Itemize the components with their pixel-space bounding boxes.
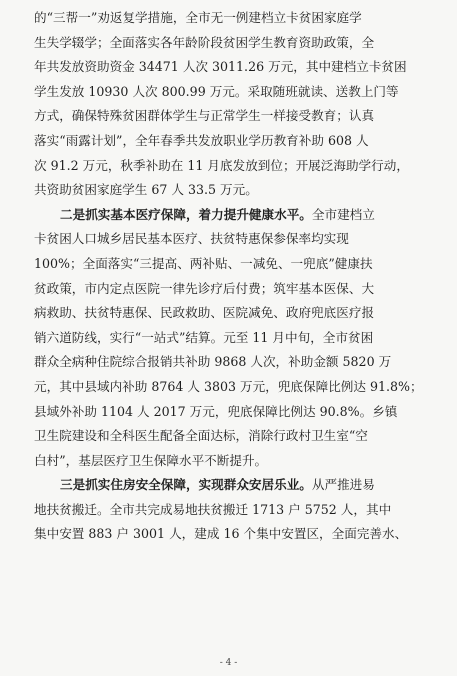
text-line: 病救助、扶贫特惠保、民政救助、医院减免、政府兜底医疗报 <box>34 305 375 321</box>
paragraph-medical <box>34 203 433 474</box>
text-line: 销六道防线，实行“一站式”结算。元至 11 月中旬，全市贫困 <box>34 329 374 345</box>
text-line: 年共发放资助资金 34471 人次 3011.26 万元，其中建档立卡贫困 <box>34 59 407 75</box>
text-line: 地扶贫搬迁。全市共完成易地扶贫搬迁 1713 户 5752 人，其中 <box>34 501 392 517</box>
text-line: 白村”，基层医疗卫生保障水平不断提升。 <box>34 452 268 468</box>
paragraph-first-line <box>34 473 433 498</box>
text-line: 100%；全面落实“三提高、两补贴、一减免、一兜底”健康扶 <box>34 255 373 271</box>
section-heading-housing: 三是抓实住房安全保障，实现群众安居乐业。 <box>60 477 312 493</box>
text-line: 卡贫困人口城乡居民基本医疗、扶贫特惠保参保率均实现 <box>34 231 349 247</box>
text-line: 群众全病种住院综合报销共补助 9868 人次，补助金额 5820 万 <box>34 354 392 370</box>
text-line: 落实“雨露计划”，全年春季共发放职业学历教育补助 608 人 <box>34 132 369 148</box>
text-run: 全市建档立 <box>311 206 375 222</box>
text-run: 从严推进易 <box>311 477 375 493</box>
text-line: 县域外补助 1104 人 2017 万元，兜底保障比例达 90.8%。乡镇 <box>34 403 398 419</box>
text-line: 方式，确保特殊贫困群体学生与正常学生一样接受教育；认真 <box>34 108 375 124</box>
text-line: 共资助贫困家庭学生 67 人 33.5 万元。 <box>34 182 258 198</box>
paragraph-first-line <box>34 203 433 228</box>
section-heading-medical: 二是抓实基本医疗保障，着力提升健康水平。 <box>60 206 312 222</box>
paragraph-housing <box>34 473 433 547</box>
text-line: 卫生院建设和全科医生配备全面达标，消除行政村卫生室“空 <box>34 428 368 444</box>
text-line: 生失学辍学；全面落实各年龄阶段贫困学生教育资助政策，全 <box>34 34 375 50</box>
page-number: - 4 - <box>219 658 238 668</box>
text-line: 次 91.2 万元，秋季补助在 11 月底发放到位；开展泛海助学行动， <box>34 157 409 173</box>
paragraph-education <box>34 6 433 203</box>
text-line: 贫政策，市内定点医院一律先诊疗后付费；筑牢基本医保、大 <box>34 280 375 296</box>
text-line: 的“三帮一”劝返复学措施，全市无一例建档立卡贫困家庭学 <box>34 10 362 25</box>
text-line: 元，其中县域内补助 8764 人 3803 万元，兜底保障比例达 91.8%； <box>34 378 423 394</box>
text-line: 集中安置 883 户 3001 人，建成 16 个集中安置区，全面完善水、 <box>34 526 408 542</box>
text-line: 学生发放 10930 人次 800.99 万元。采取随班就读、送教上门等 <box>34 83 399 99</box>
